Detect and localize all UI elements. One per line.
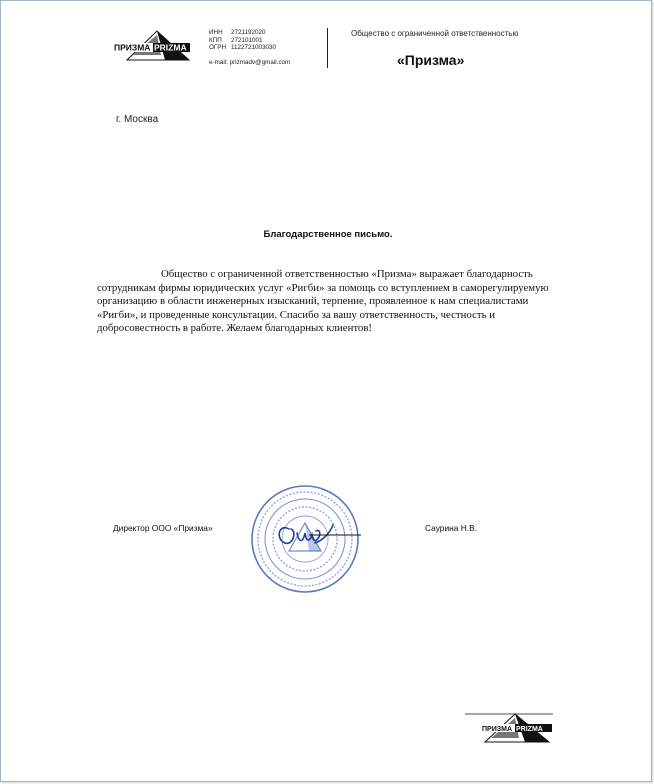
company-name: «Призма» <box>397 52 465 68</box>
footer-logo-word-left: ПРИЗМА <box>482 726 513 733</box>
footer-prizma-logo <box>465 711 553 743</box>
signer-position: Директор ООО «Призма» <box>113 523 213 533</box>
company-requisites <box>209 29 276 52</box>
letter-title: Благодарственное письмо. <box>263 229 393 240</box>
footer-logo-word-right: PRIZMA <box>516 726 543 733</box>
company-legal-form: Общество с ограниченной ответственностью <box>351 29 519 38</box>
signer-name: Саурина Н.В. <box>425 523 478 533</box>
requisite-kpp: КПП 272101001 <box>209 36 263 44</box>
header-divider <box>327 28 328 68</box>
requisite-inn: ИНН 2721192020 <box>209 29 266 36</box>
company-email: e-mail: prizmadv@gmail.com <box>209 59 291 66</box>
logo-word-right: PRIZMA <box>154 42 187 53</box>
company-stamp <box>249 483 361 595</box>
logo-word-left: ПРИЗМА <box>114 42 151 53</box>
requisite-ogrn: ОГРН 1122721003030 <box>209 44 277 52</box>
letter-body-paragraph: Общество с ограниченной ответственностью «Призма» выражает благодарность сотрудникам фирмы юридических услуг «Ригби» за помощь со вступлением в саморегулируемую организацию в области инженерных изысканий, терпение, проявленное к нам специалистами «Ригби», и проведенные консультации. Спасибо за вашу ответственность, честность и добросовестность в работе. Желаем благодарных клиентов! <box>97 268 549 335</box>
prizma-logo <box>113 29 191 61</box>
letter-body <box>97 268 567 336</box>
letter-city: г. Москва <box>116 114 159 125</box>
